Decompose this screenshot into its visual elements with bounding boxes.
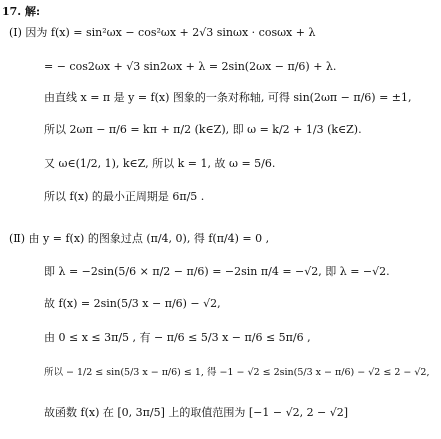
part-two-line-6: 故函数 f(x) 在 [0, 3π/5] 上的取值范围为 [−1 − √2, 2 − √2]: [44, 406, 349, 419]
part-one-line-2: = − cos2ωx + √3 sin2ωx + λ = 2sin(2ωx − π/6) + λ.: [44, 60, 337, 73]
part-one-line-6: 所以 f(x) 的最小正周期是 6π/5 .: [44, 190, 205, 203]
part-two-line-4: 由 0 ≤ x ≤ 3π/5 , 有 − π/6 ≤ 5/3 x − π/6 ≤ 5π/6 ,: [44, 331, 311, 344]
part-two-line-5: 所以 − 1/2 ≤ sin(5/3 x − π/6) ≤ 1, 得 −1 − √2 ≤ 2sin(5/3 x − π/6) − √2 ≤ 2 − √2,: [44, 367, 430, 378]
part-one-line-1: (Ⅰ) 因为 f(x) = sin²ωx − cos²ωx + 2√3 sinωx · cosωx + λ: [9, 26, 316, 39]
problem-number: 17. 解:: [2, 5, 41, 18]
part-one-line-3: 由直线 x = π 是 y = f(x) 图象的一条对称轴, 可得 sin(2ωπ − π/6) = ±1,: [44, 91, 412, 104]
part-one-line-5: 又 ω∈(1/2, 1), k∈Z, 所以 k = 1, 故 ω = 5/6.: [44, 157, 276, 170]
part-two-line-1: (Ⅱ) 由 y = f(x) 的图象过点 (π/4, 0), 得 f(π/4) = 0 ,: [9, 232, 270, 245]
part-two-line-3: 故 f(x) = 2sin(5/3 x − π/6) − √2,: [44, 297, 221, 310]
part-one-line-4: 所以 2ωπ − π/6 = kπ + π/2 (k∈Z), 即 ω = k/2 + 1/3 (k∈Z).: [44, 123, 362, 136]
part-two-line-2: 即 λ = −2sin(5/6 × π/2 − π/6) = −2sin π/4 = −√2, 即 λ = −√2.: [44, 265, 390, 278]
